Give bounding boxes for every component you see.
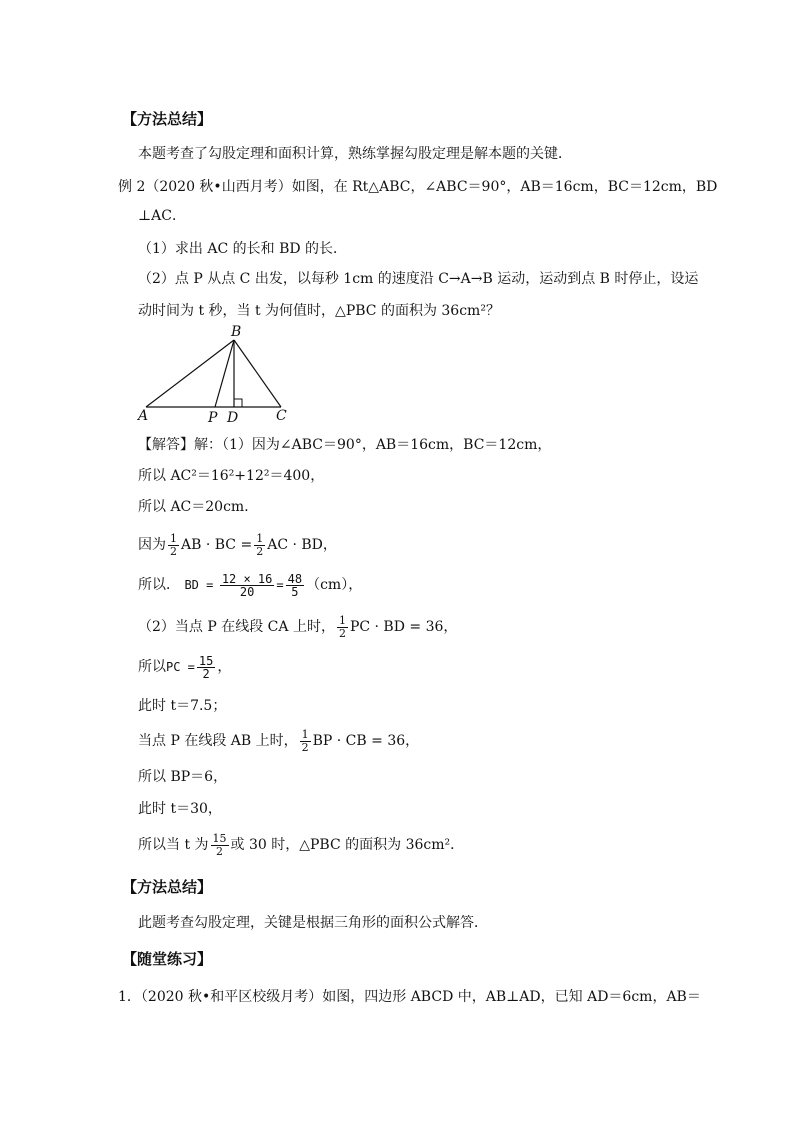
denominator: 2 [301, 740, 309, 754]
example-line-1: 例 2（2020 秋•山西月考）如图，在 Rt△ABC，∠ABC＝90°，AB＝16cm，BC＝12cm，BD [118, 179, 718, 195]
denominator: 2 [256, 544, 264, 558]
solution-line-12 [138, 830, 464, 860]
equals: = [276, 578, 284, 592]
solution-line-1: 【解答】解：（1）因为∠ABC＝90°，AB＝16cm，BC＝12cm， [138, 437, 552, 453]
section-heading-method-summary-2: 【方法总结】 [122, 878, 213, 896]
text: 所以． [138, 577, 180, 593]
question-1: （1）求出 AC 的长和 BD 的长． [138, 241, 348, 257]
fraction-half [168, 533, 179, 558]
text: （2）当点 P 在线段 CA 上时， [138, 619, 335, 635]
text: 或 30 时，△PBC 的面积为 36cm²． [230, 837, 465, 853]
text: ， [217, 659, 232, 675]
fraction-48-5 [286, 573, 304, 598]
exercise-1: 1．（2020 秋•和平区校级月考）如图，四边形 ABCD 中，AB⊥AD，已知 AD＝6cm，AB＝ [118, 989, 701, 1005]
numerator: 1 [256, 531, 264, 545]
denominator: 2 [202, 666, 210, 681]
solution-line-9 [138, 726, 419, 756]
numerator: 1 [301, 727, 309, 741]
denominator: 2 [170, 544, 177, 558]
right-angle-mark [234, 399, 242, 407]
solution-line-7 [138, 652, 231, 682]
solution-line-10: 所以 BP＝6， [138, 769, 228, 785]
numerator: 1 [170, 531, 177, 545]
fraction-bd [220, 573, 275, 598]
denominator: 20 [239, 584, 255, 599]
numerator: 15 [198, 653, 214, 668]
label-b: B [231, 324, 242, 340]
fraction-half [337, 615, 348, 640]
numerator: 15 [212, 831, 227, 845]
text: 所以当 t 为 [138, 837, 209, 853]
summary-text: 本题考查了勾股定理和面积计算，熟练掌握勾股定理是解本题的关键． [138, 146, 572, 162]
solution-line-11: 此时 t＝30， [138, 801, 222, 817]
text: 因为 [138, 537, 166, 553]
text: AC · BD， [267, 537, 337, 553]
numerator: 1 [338, 613, 346, 627]
denominator: 5 [291, 584, 299, 599]
label-d: D [227, 410, 239, 426]
fraction-half [254, 533, 265, 558]
bd-label: BD = [184, 578, 214, 592]
fraction-15-2 [197, 655, 215, 680]
numerator: 12 × 16 [221, 571, 273, 586]
example-line-2: ⊥AC． [138, 208, 186, 224]
solution-line-3: 所以 AC＝20cm． [138, 499, 259, 515]
section-heading-practice: 【随堂练习】 [122, 950, 213, 968]
segment-bp [215, 340, 234, 407]
label-c: C [276, 408, 287, 424]
denominator: 2 [216, 844, 224, 858]
side-bc [234, 340, 281, 407]
text: BP · CB = 36， [312, 733, 420, 749]
denominator: 2 [338, 626, 346, 640]
question-2-line-1: （2）点 P 从点 C 出发，以每秒 1cm 的速度沿 C→A→B 运动，运动到点 B 时停止，设运 [138, 271, 699, 287]
triangle-figure [128, 322, 308, 428]
summary-text-2: 此题考查勾股定理，关键是根据三角形的面积公式解答． [138, 915, 488, 931]
text: （cm）， [306, 577, 363, 593]
solution-line-6 [138, 612, 457, 642]
section-heading-method-summary: 【方法总结】 [122, 110, 213, 128]
label-a: A [138, 408, 149, 424]
text: 当点 P 在线段 AB 上时， [138, 733, 298, 749]
text: AB · BC = [181, 537, 253, 553]
text: 所以 [138, 659, 166, 675]
solution-line-4 [138, 530, 337, 560]
numerator: 48 [287, 571, 303, 586]
solution-line-8: 此时 t＝7.5； [138, 698, 227, 714]
solution-line-5 [138, 570, 362, 600]
side-ab [146, 340, 234, 407]
label-p: P [208, 410, 218, 426]
solution-line-2: 所以 AC²＝16²+12²＝400， [138, 468, 325, 484]
fraction-half [300, 729, 311, 754]
fraction-15-2 [211, 833, 229, 858]
pc-label: PC = [166, 660, 195, 674]
question-2-line-2: 动时间为 t 秒，当 t 为何值时，△PBC 的面积为 36cm²？ [138, 303, 500, 319]
text: PC · BD = 36， [349, 619, 458, 635]
